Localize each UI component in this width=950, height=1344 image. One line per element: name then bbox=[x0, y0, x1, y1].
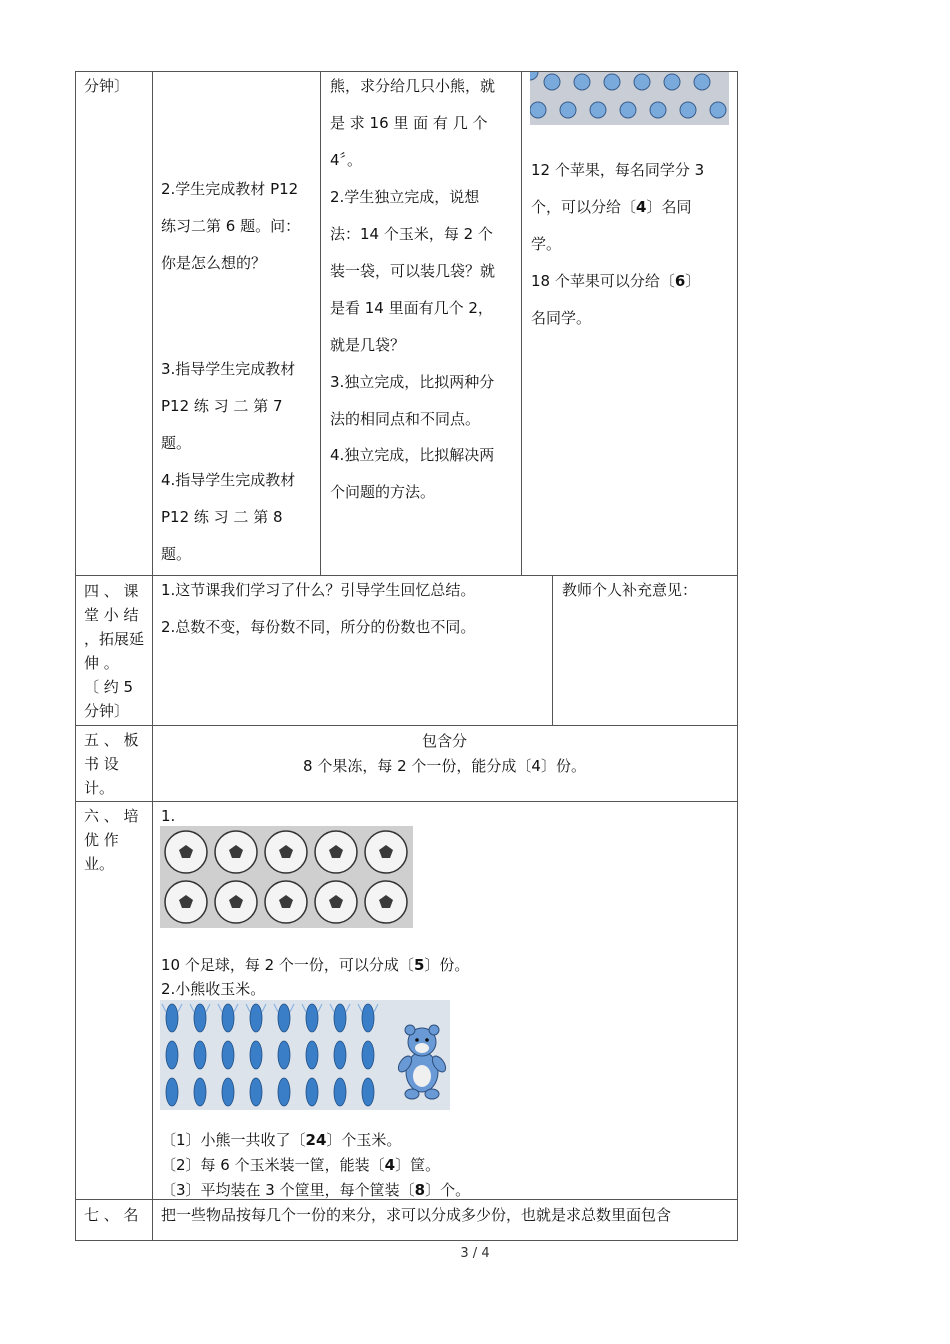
student-line: 装一袋，可以装几袋？就 bbox=[330, 262, 496, 280]
student-line: 4.独立完成，比拟解决两 bbox=[330, 446, 495, 464]
board-title: 包含分 bbox=[421, 732, 467, 750]
summary-line: 2.总数不变，每份数不同，所分的份数也不同。 bbox=[161, 618, 476, 636]
stage-tail: 分钟〕 bbox=[84, 77, 130, 95]
teacher-line: 4.指导学生完成教材 bbox=[161, 471, 296, 489]
student-line: 就是几袋？ bbox=[330, 336, 406, 354]
apples-line: 12 个苹果，每名同学分 3 bbox=[531, 161, 705, 179]
answer: 24 bbox=[305, 1131, 327, 1149]
apples-line: 18 个苹果可以分给〔6〕 bbox=[531, 272, 701, 290]
apples-line: 学。 bbox=[531, 235, 562, 253]
teacher-line: 3.指导学生完成教材 bbox=[161, 360, 296, 378]
teacher-line: 练习二第 6 题。问： bbox=[161, 217, 301, 235]
corn-bear-image bbox=[160, 1000, 450, 1110]
board-line: 8 个果冻，每 2 个一份，能分成〔4〕份。 bbox=[303, 757, 586, 775]
teacher-line: P12 练 习 二 第 7 bbox=[161, 397, 283, 415]
student-line: 法：14 个玉米，每 2 个 bbox=[330, 225, 493, 243]
teacher-line: 题。 bbox=[161, 434, 192, 452]
soccer-balls-image bbox=[160, 826, 413, 928]
apples-image bbox=[530, 72, 729, 125]
teacher-note-label: 教师个人补充意见： bbox=[562, 581, 698, 599]
teacher-line: 你是怎么想的？ bbox=[161, 254, 267, 272]
student-line: 2.学生独立完成，说想 bbox=[330, 188, 480, 206]
answer: 4 bbox=[636, 198, 647, 216]
q2-part1: 〔1〕小熊一共收了〔24〕个玉米。 bbox=[161, 1131, 402, 1149]
answer: 8 bbox=[414, 1181, 426, 1199]
stage-name: 七 、 名 bbox=[84, 1206, 139, 1224]
summary-line: 1.这节课我们学习了什么？引导学生回忆总结。 bbox=[161, 581, 476, 599]
answer: 6 bbox=[674, 272, 686, 290]
student-line: 个问题的方法。 bbox=[330, 483, 436, 501]
student-line: 是 求 16 里 面 有 几 个 bbox=[330, 114, 488, 132]
student-line: 法的相同点和不同点。 bbox=[330, 410, 481, 428]
student-line: 3.独立完成，比拟两种分 bbox=[330, 373, 495, 391]
stage-board: 五 、 板 书 设 计。 bbox=[84, 731, 139, 797]
teacher-line: P12 练 习 二 第 8 bbox=[161, 508, 283, 526]
student-line: 是看 14 里面有几个 2， bbox=[330, 299, 493, 317]
teacher-line: 题。 bbox=[161, 545, 192, 563]
q2-part2: 〔2〕每 6 个玉米装一筐，能装〔4〕筐。 bbox=[161, 1156, 441, 1174]
stage-homework: 六 、 培 优 作 业。 bbox=[84, 807, 139, 873]
student-line: 4〞。 bbox=[330, 151, 363, 169]
stage-summary: 四 、 课 堂 小 结 ，拓展延 伸 。 〔 约 5 分钟〕 bbox=[84, 582, 145, 720]
teacher-line: 2.学生完成教材 P12 bbox=[161, 180, 299, 198]
q2-label: 2.小熊收玉米。 bbox=[161, 980, 266, 998]
answer: 5 bbox=[413, 956, 425, 974]
apples-line: 个，可以分给〔4〕名同 bbox=[531, 198, 692, 216]
page-number: 3 / 4 bbox=[460, 1246, 490, 1261]
apples-line: 名同学。 bbox=[531, 309, 592, 327]
q1-text: 10 个足球，每 2 个一份，可以分成〔5〕份。 bbox=[161, 956, 470, 974]
q1-label: 1. bbox=[161, 807, 176, 825]
student-line: 熊，求分给几只小熊，就 bbox=[330, 77, 496, 95]
q2-part3: 〔3〕平均装在 3 个筐里，每个筐装〔8〕个。 bbox=[161, 1181, 471, 1199]
definition-text: 把一些物品按每几个一份的来分，求可以分成多少份，也就是求总数里面包含 bbox=[161, 1206, 672, 1224]
answer: 4 bbox=[384, 1156, 396, 1174]
